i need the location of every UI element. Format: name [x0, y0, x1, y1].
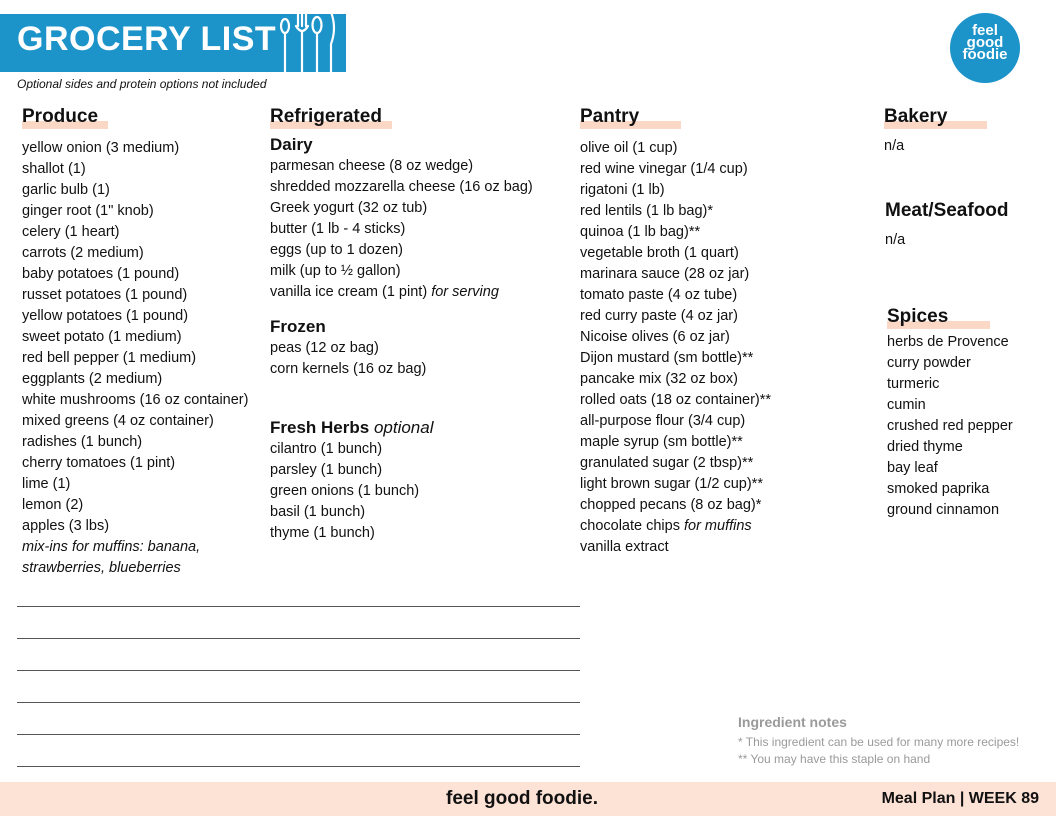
list-item: red curry paste (4 oz jar) — [580, 308, 738, 324]
write-line[interactable] — [17, 638, 580, 639]
notes-title: Ingredient notes — [738, 714, 847, 730]
list-item: celery (1 heart) — [22, 224, 120, 240]
note-line: ** You may have this staple on hand — [738, 752, 931, 766]
list-item: chocolate chips for muffins — [580, 518, 752, 534]
list-item: parsley (1 bunch) — [270, 462, 383, 478]
list-item: maple syrup (sm bottle)** — [580, 434, 743, 450]
list-item: n/a — [885, 232, 906, 248]
herbs-heading: Fresh Herbs optional — [270, 418, 434, 437]
write-line[interactable] — [17, 670, 580, 671]
list-item: light brown sugar (1/2 cup)** — [580, 476, 763, 492]
spices-list — [887, 332, 1013, 521]
list-item: chopped pecans (8 oz bag)* — [580, 497, 762, 513]
write-line[interactable] — [17, 606, 580, 607]
list-item: cumin — [887, 397, 926, 413]
icecream-list — [270, 282, 533, 303]
list-item: ground cinnamon — [887, 502, 1000, 518]
pantry-heading: Pantry — [580, 106, 681, 128]
bakery-section — [884, 106, 987, 157]
list-item: red lentils (1 lb bag)* — [580, 203, 713, 219]
brand-logo: feel good foodie — [950, 13, 1020, 83]
list-item: bay leaf — [887, 460, 938, 476]
meat-heading: Meat/Seafood — [885, 200, 1009, 221]
ingredient-notes — [738, 714, 1019, 768]
list-item: tomato paste (4 oz tube) — [580, 287, 738, 303]
utensils-icon — [276, 8, 342, 76]
list-item: herbs de Provence — [887, 334, 1009, 350]
spices-heading: Spices — [887, 306, 990, 328]
list-item: shallot (1) — [22, 161, 86, 177]
list-item: red wine vinegar (1/4 cup) — [580, 161, 748, 177]
list-item: strawberries, blueberries — [22, 560, 181, 576]
list-item: corn kernels (16 oz bag) — [270, 361, 427, 377]
list-item: milk (up to ½ gallon) — [270, 263, 401, 279]
produce-note — [22, 537, 248, 579]
write-line[interactable] — [17, 734, 580, 735]
footer-logo: feel good foodie. — [446, 788, 598, 809]
frozen-list — [270, 338, 533, 380]
note-line: * This ingredient can be used for many more recipes! — [738, 735, 1020, 749]
list-item: cilantro (1 bunch) — [270, 441, 383, 457]
list-item: thyme (1 bunch) — [270, 525, 375, 541]
produce-heading: Produce — [22, 106, 108, 128]
list-item: white mushrooms (16 oz container) — [22, 392, 249, 408]
list-item: eggplants (2 medium) — [22, 371, 163, 387]
list-item: lemon (2) — [22, 497, 84, 513]
list-item: vanilla ice cream (1 pint) for serving — [270, 284, 499, 300]
list-item: sweet potato (1 medium) — [22, 329, 182, 345]
list-item: smoked paprika — [887, 481, 990, 497]
list-item: peas (12 oz bag) — [270, 340, 379, 356]
list-item: rigatoni (1 lb) — [580, 182, 665, 198]
page-title: GROCERY LIST — [17, 20, 277, 58]
list-item: shredded mozzarella cheese (16 oz bag) — [270, 179, 533, 195]
subtitle: Optional sides and protein options not included — [17, 77, 267, 91]
refrigerated-heading: Refrigerated — [270, 106, 392, 128]
list-item: mix-ins for muffins: banana, — [22, 539, 201, 555]
list-item: mixed greens (4 oz container) — [22, 413, 214, 429]
list-item: carrots (2 medium) — [22, 245, 144, 261]
list-item: n/a — [884, 138, 905, 154]
list-item: ginger root (1" knob) — [22, 203, 154, 219]
list-item: marinara sauce (28 oz jar) — [580, 266, 750, 282]
refrigerated-section — [270, 106, 533, 544]
list-item: lime (1) — [22, 476, 71, 492]
bakery-list — [884, 136, 987, 157]
list-item: curry powder — [887, 355, 971, 371]
list-item: apples (3 lbs) — [22, 518, 110, 534]
notes-lines — [17, 606, 580, 798]
list-item: yellow onion (3 medium) — [22, 140, 180, 156]
list-item: granulated sugar (2 tbsp)** — [580, 455, 754, 471]
write-line[interactable] — [17, 702, 580, 703]
frozen-heading: Frozen — [270, 317, 326, 336]
list-item: rolled oats (18 oz container)** — [580, 392, 772, 408]
list-item: baby potatoes (1 pound) — [22, 266, 180, 282]
list-item: turmeric — [887, 376, 940, 392]
list-item: dried thyme — [887, 439, 963, 455]
write-line[interactable] — [17, 766, 580, 767]
list-item: Nicoise olives (6 oz jar) — [580, 329, 730, 345]
list-item: vegetable broth (1 quart) — [580, 245, 739, 261]
list-item: russet potatoes (1 pound) — [22, 287, 188, 303]
produce-list — [22, 138, 248, 537]
list-item: green onions (1 bunch) — [270, 483, 420, 499]
meat-list — [885, 230, 1019, 251]
list-item: olive oil (1 cup) — [580, 140, 678, 156]
list-item: pancake mix (32 oz box) — [580, 371, 738, 387]
list-item: basil (1 bunch) — [270, 504, 366, 520]
pantry-extra — [580, 516, 771, 558]
dairy-heading: Dairy — [270, 135, 313, 154]
list-item: quinoa (1 lb bag)** — [580, 224, 701, 240]
bakery-heading: Bakery — [884, 106, 987, 128]
list-item: crushed red pepper — [887, 418, 1013, 434]
list-item: eggs (up to 1 dozen) — [270, 242, 404, 258]
list-item: butter (1 lb - 4 sticks) — [270, 221, 406, 237]
pantry-section — [580, 106, 771, 558]
list-item: yellow potatoes (1 pound) — [22, 308, 189, 324]
meat-section — [885, 200, 1019, 251]
list-item: garlic bulb (1) — [22, 182, 110, 198]
list-item: parmesan cheese (8 oz wedge) — [270, 158, 474, 174]
list-item: red bell pepper (1 medium) — [22, 350, 197, 366]
herbs-list — [270, 439, 533, 544]
list-item: radishes (1 bunch) — [22, 434, 143, 450]
list-item: Dijon mustard (sm bottle)** — [580, 350, 754, 366]
pantry-list — [580, 138, 771, 516]
produce-section — [22, 106, 248, 579]
list-item: all-purpose flour (3/4 cup) — [580, 413, 746, 429]
list-item: cherry tomatoes (1 pint) — [22, 455, 176, 471]
footer-bar — [0, 782, 1056, 816]
list-item: Greek yogurt (32 oz tub) — [270, 200, 428, 216]
spices-section — [887, 306, 1013, 521]
week-label: Meal Plan | WEEK 89 — [881, 790, 1039, 807]
dairy-list — [270, 156, 533, 282]
list-item: vanilla extract — [580, 539, 669, 555]
